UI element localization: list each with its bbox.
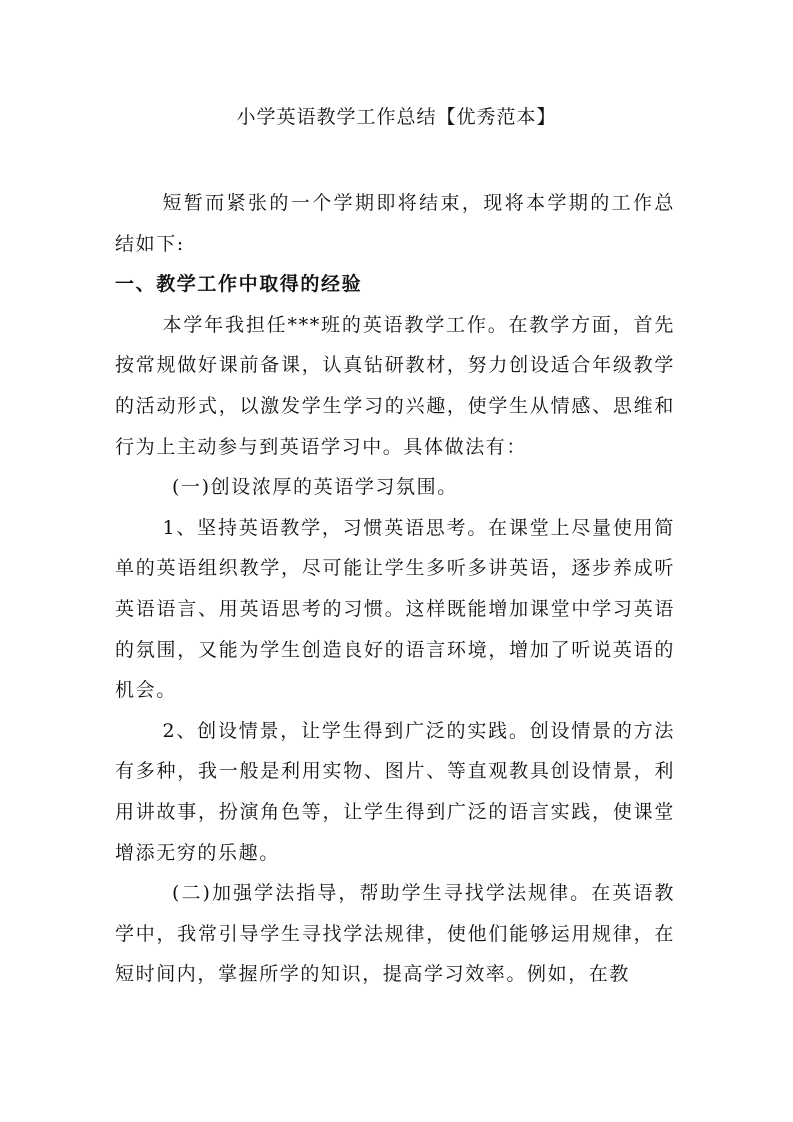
subsection-paragraph: (二)加强学法指导，帮助学生寻找学法规律。在英语教学中，我常引导学生寻找学法规律，使他们能够运用规律，在短时间内，掌握所学的知识，提高学习效率。例如，在教 xyxy=(115,882,675,986)
list-item-1: 1、坚持英语教学，习惯英语思考。在课堂上尽量使用简单的英语组织教学，尽可能让学生多听多讲英语，逐步养成听英语语言、用英语思考的习惯。这样既能增加课堂中学习英语的氛围，又能为学生创造良好的语言环境，增加了听说英语的机会。 xyxy=(115,516,675,702)
subsection-heading: (一)创设浓厚的英语学习氛围。 xyxy=(172,476,458,499)
intro-paragraph: 短暂而紧张的一个学期即将结束，现将本学期的工作总结如下: xyxy=(115,192,675,255)
section-heading: 一、教学工作中取得的经验 xyxy=(115,273,363,296)
document-title: 小学英语教学工作总结【优秀范本】 xyxy=(236,106,557,128)
list-item-2: 2、创设情景，让学生得到广泛的实践。创设情景的方法有多种，我一般是利用实物、图片、等直观教具创设情景，利用讲故事，扮演角色等，让学生得到广泛的语言实践，使课堂增添无穷的乐趣。 xyxy=(115,719,675,864)
document-body xyxy=(115,183,675,995)
section-paragraph: 本学年我担任***班的英语教学工作。在教学方面，首先按常规做好课前备课，认真钻研教材，努力创设适合年级教学的活动形式，以激发学生学习的兴趣，使学生从情感、思维和行为上主动参与到英语学习中。具体做法有： xyxy=(115,313,675,458)
